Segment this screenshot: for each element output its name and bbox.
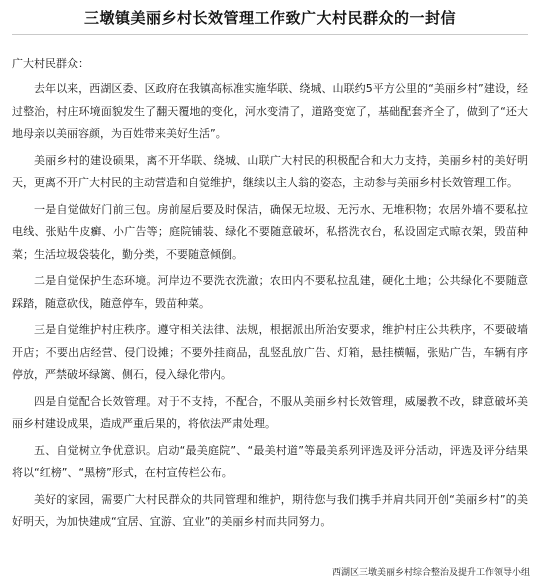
salutation: 广大村民群众： [12,57,89,70]
paragraph-appeal: 美丽乡村的建设硕果，离不开华联、绕城、山联广大村民的积极配合和大力支持，美丽乡村的美好明天，更离不开广大村民的主动营造和自觉维护，继续以主人翁的姿态，主动参与美丽乡村长效管理工作。 [12,153,528,189]
paragraph-intro: 去年以来，西湖区委、区政府在我镇高标准实施华联、绕城、山联约5平方公里的“美丽乡村”建设，经过整治，村庄环境面貌发生了翻天覆地的变化，河水变清了，道路变宽了，基础配套齐全了，做到了“还大地母亲以美丽容颜，为百姓带来美好生活”。 [12,82,528,140]
paragraph-item-1: 一是自觉做好门前三包。房前屋后要及时保洁，确保无垃圾、无污水、无堆积物；农居外墙不要私拉电线、张贴牛皮癣、小广告等；庭院铺装、绿化不要随意破坏，私搭洗衣台，私设固定式晾衣架，毁苗种菜；生活垃圾袋装化，勤分类，不要随意倾倒。 [12,202,528,261]
signature-org: 西湖区三墩美丽乡村综合整治及提升工作领导小组 [331,568,530,578]
paragraph-item-2: 二是自觉保护生态环境。河岸边不要洗衣洗澈；农田内不要私拉乱建，硬化土地；公共绿化不要随意踩踏，随意砍伐，随意停车，毁苗种菜。 [12,274,528,310]
paragraph-item-3: 三是自觉维护村庄秩序。遵守相关法律、法规，根据派出所治安要求，维护村庄公共秩序，不要破墙开店；不要出店经营、侵门设摊；不要外挂商品，乱竖乱放广告、灯箱，悬挂横幅，张贴广告，车辆有序停放，严禁破坏绿篱、侧石，侵入绿化带内。 [12,323,528,381]
paragraph-item-5: 五、自觉树立争优意识。启动“最美庭院”、“最美村道”等最美系列评选及评分活动，评选及评分结果将以“红榜”、“黑榜”形式，在村宣传栏公布。 [12,443,528,479]
paragraph-closing: 美好的家园，需要广大村民群众的共同管理和维护，期待您与我们携手并肩共同开创“美丽乡村”的美好明天，为加快建成“宜居、宜游、宜业”的美丽乡村而共同努力。 [12,492,528,528]
paragraph-item-4: 四是自觉配合长效管理。对于不支持，不配合，不服从美丽乡村长效管理，威屡教不改，肆意破坏美丽乡村建设成果，造成严重后果的，将依法严肃处理。 [12,394,528,430]
letter-body [12,35,528,534]
title-bar [12,0,528,35]
page-title: 三墩镇美丽乡村长效管理工作致广大村民群众的一封信 [83,8,456,27]
